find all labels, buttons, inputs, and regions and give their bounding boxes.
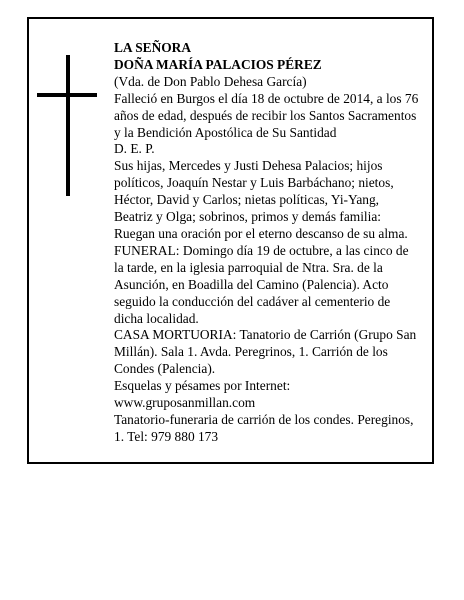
widow-line: (Vda. de Don Pablo Dehesa García) — [114, 73, 307, 89]
cross-horizontal-bar — [37, 93, 97, 97]
family-list: Sus hijas, Mercedes y Justi Dehesa Palacios; hijos políticos, Joaquín Nestar y Luis Barbáchano; nietos, Héctor, David y Carlos; nietas políticas, Yi-Yang, Beatriz y Olga; sobrinos, primos y demás familia: — [114, 158, 394, 225]
title-line-1: LA SEÑORA — [114, 40, 192, 55]
cross-icon — [37, 55, 97, 196]
cross-vertical-bar — [66, 55, 70, 196]
obituary-text — [114, 40, 420, 446]
rip-line: D. E. P. — [114, 141, 155, 157]
internet-label: Esquelas y pésames por Internet: — [114, 378, 291, 394]
funeral-home-contact: Tanatorio-funeraria de carrión de los condes. Pereginos, 1. Tel: 979 880 173 — [114, 411, 414, 444]
internet-url: www.gruposanmillan.com — [114, 395, 256, 411]
deceased-name: DOÑA MARÍA PALACIOS PÉREZ — [114, 56, 322, 72]
funeral-details: FUNERAL: Domingo día 19 de octubre, a las cinco de la tarde, en la iglesia parroquial de Ntra. Sra. de la Asunción, en Boadilla del Camino (Palencia). Acto seguido la conducción del cadáver al cementerio de dicha localidad. — [114, 242, 409, 326]
prayer-request: Ruegan una oración por el eterno descanso de su alma. — [114, 225, 408, 241]
death-announcement: Falleció en Burgos el día 18 de octubre de 2014, a los 76 años de edad, después de recibir los Santos Sacramentos y la Bendición Apostólica de Su Santidad — [114, 90, 419, 140]
mortuary-details: CASA MORTUORIA: Tanatorio de Carrión (Grupo San Millán). Sala 1. Avda. Peregrinos, 1. Carrión de los Condes (Palencia). — [114, 327, 417, 377]
